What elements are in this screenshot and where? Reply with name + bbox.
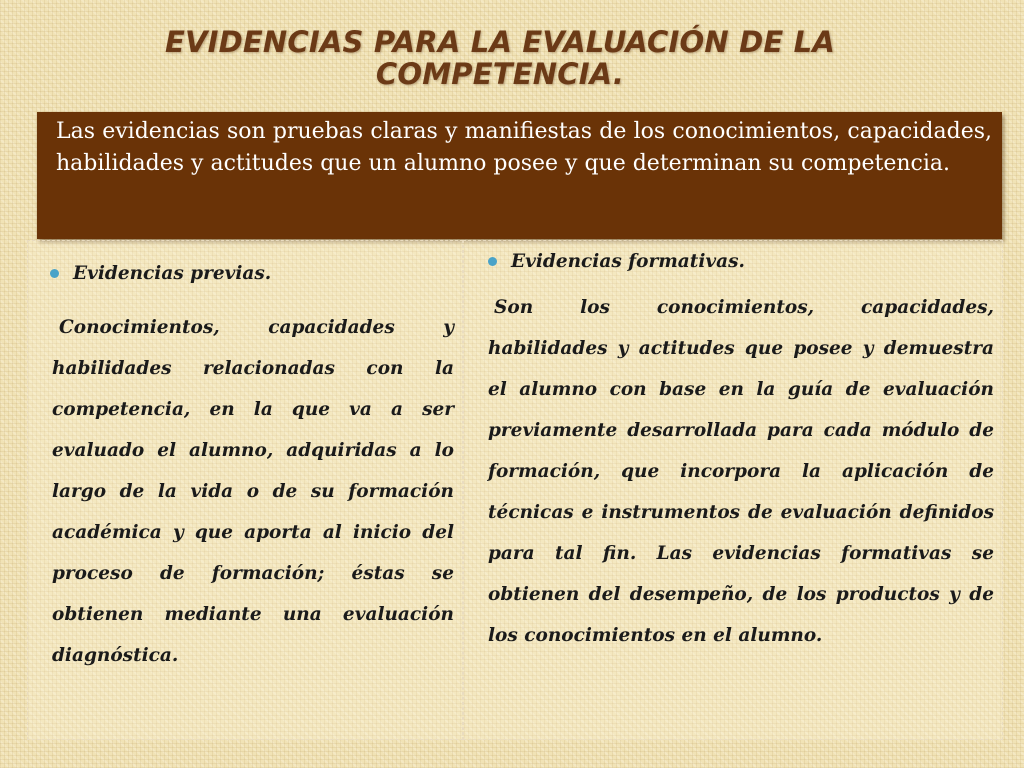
bullet-dot-icon bbox=[50, 269, 59, 278]
definition-box bbox=[37, 112, 1002, 239]
slide-title bbox=[0, 26, 1000, 91]
definition-text: Las evidencias son pruebas claras y manifiestas de los conocimientos, capacidades, habilidades y actitudes que un alumno posee y que determinan su competencia. bbox=[56, 119, 992, 176]
left-column-previous-evidence bbox=[27, 240, 463, 740]
slide-title-line-2: COMPETENCIA. bbox=[375, 57, 625, 92]
bullet-dot-icon bbox=[488, 257, 497, 266]
left-bullet-item bbox=[50, 263, 271, 284]
left-heading: Evidencias previas. bbox=[73, 263, 272, 284]
right-body-text: Son los conocimientos, capacidades, habilidades y actitudes que posee y demuestra el alumno con base en la guía de evaluación previamente desarrollada para cada módulo de formación, que incorpora la aplicación de técnicas e instrumentos de evaluación definidos para tal fin. Las evidencias formativas se obtienen del desempeño, de los productos y de los conocimientos en el alumno. bbox=[488, 297, 994, 646]
right-column-formative-evidence bbox=[463, 240, 1003, 740]
slide-title-line-1: EVIDENCIAS PARA LA EVALUACIÓN DE LA bbox=[164, 25, 836, 59]
right-bullet-item bbox=[488, 251, 745, 272]
left-body-text: Conocimientos, capacidades y habilidades relacionadas con la competencia, en la que va a ser evaluado el alumno, adquiridas a lo largo de la vida o de su formación académica y que aporta al inicio del proceso de formación; éstas se obtienen mediante una evaluación diagnóstica. bbox=[52, 317, 454, 666]
right-heading: Evidencias formativas. bbox=[511, 251, 745, 272]
